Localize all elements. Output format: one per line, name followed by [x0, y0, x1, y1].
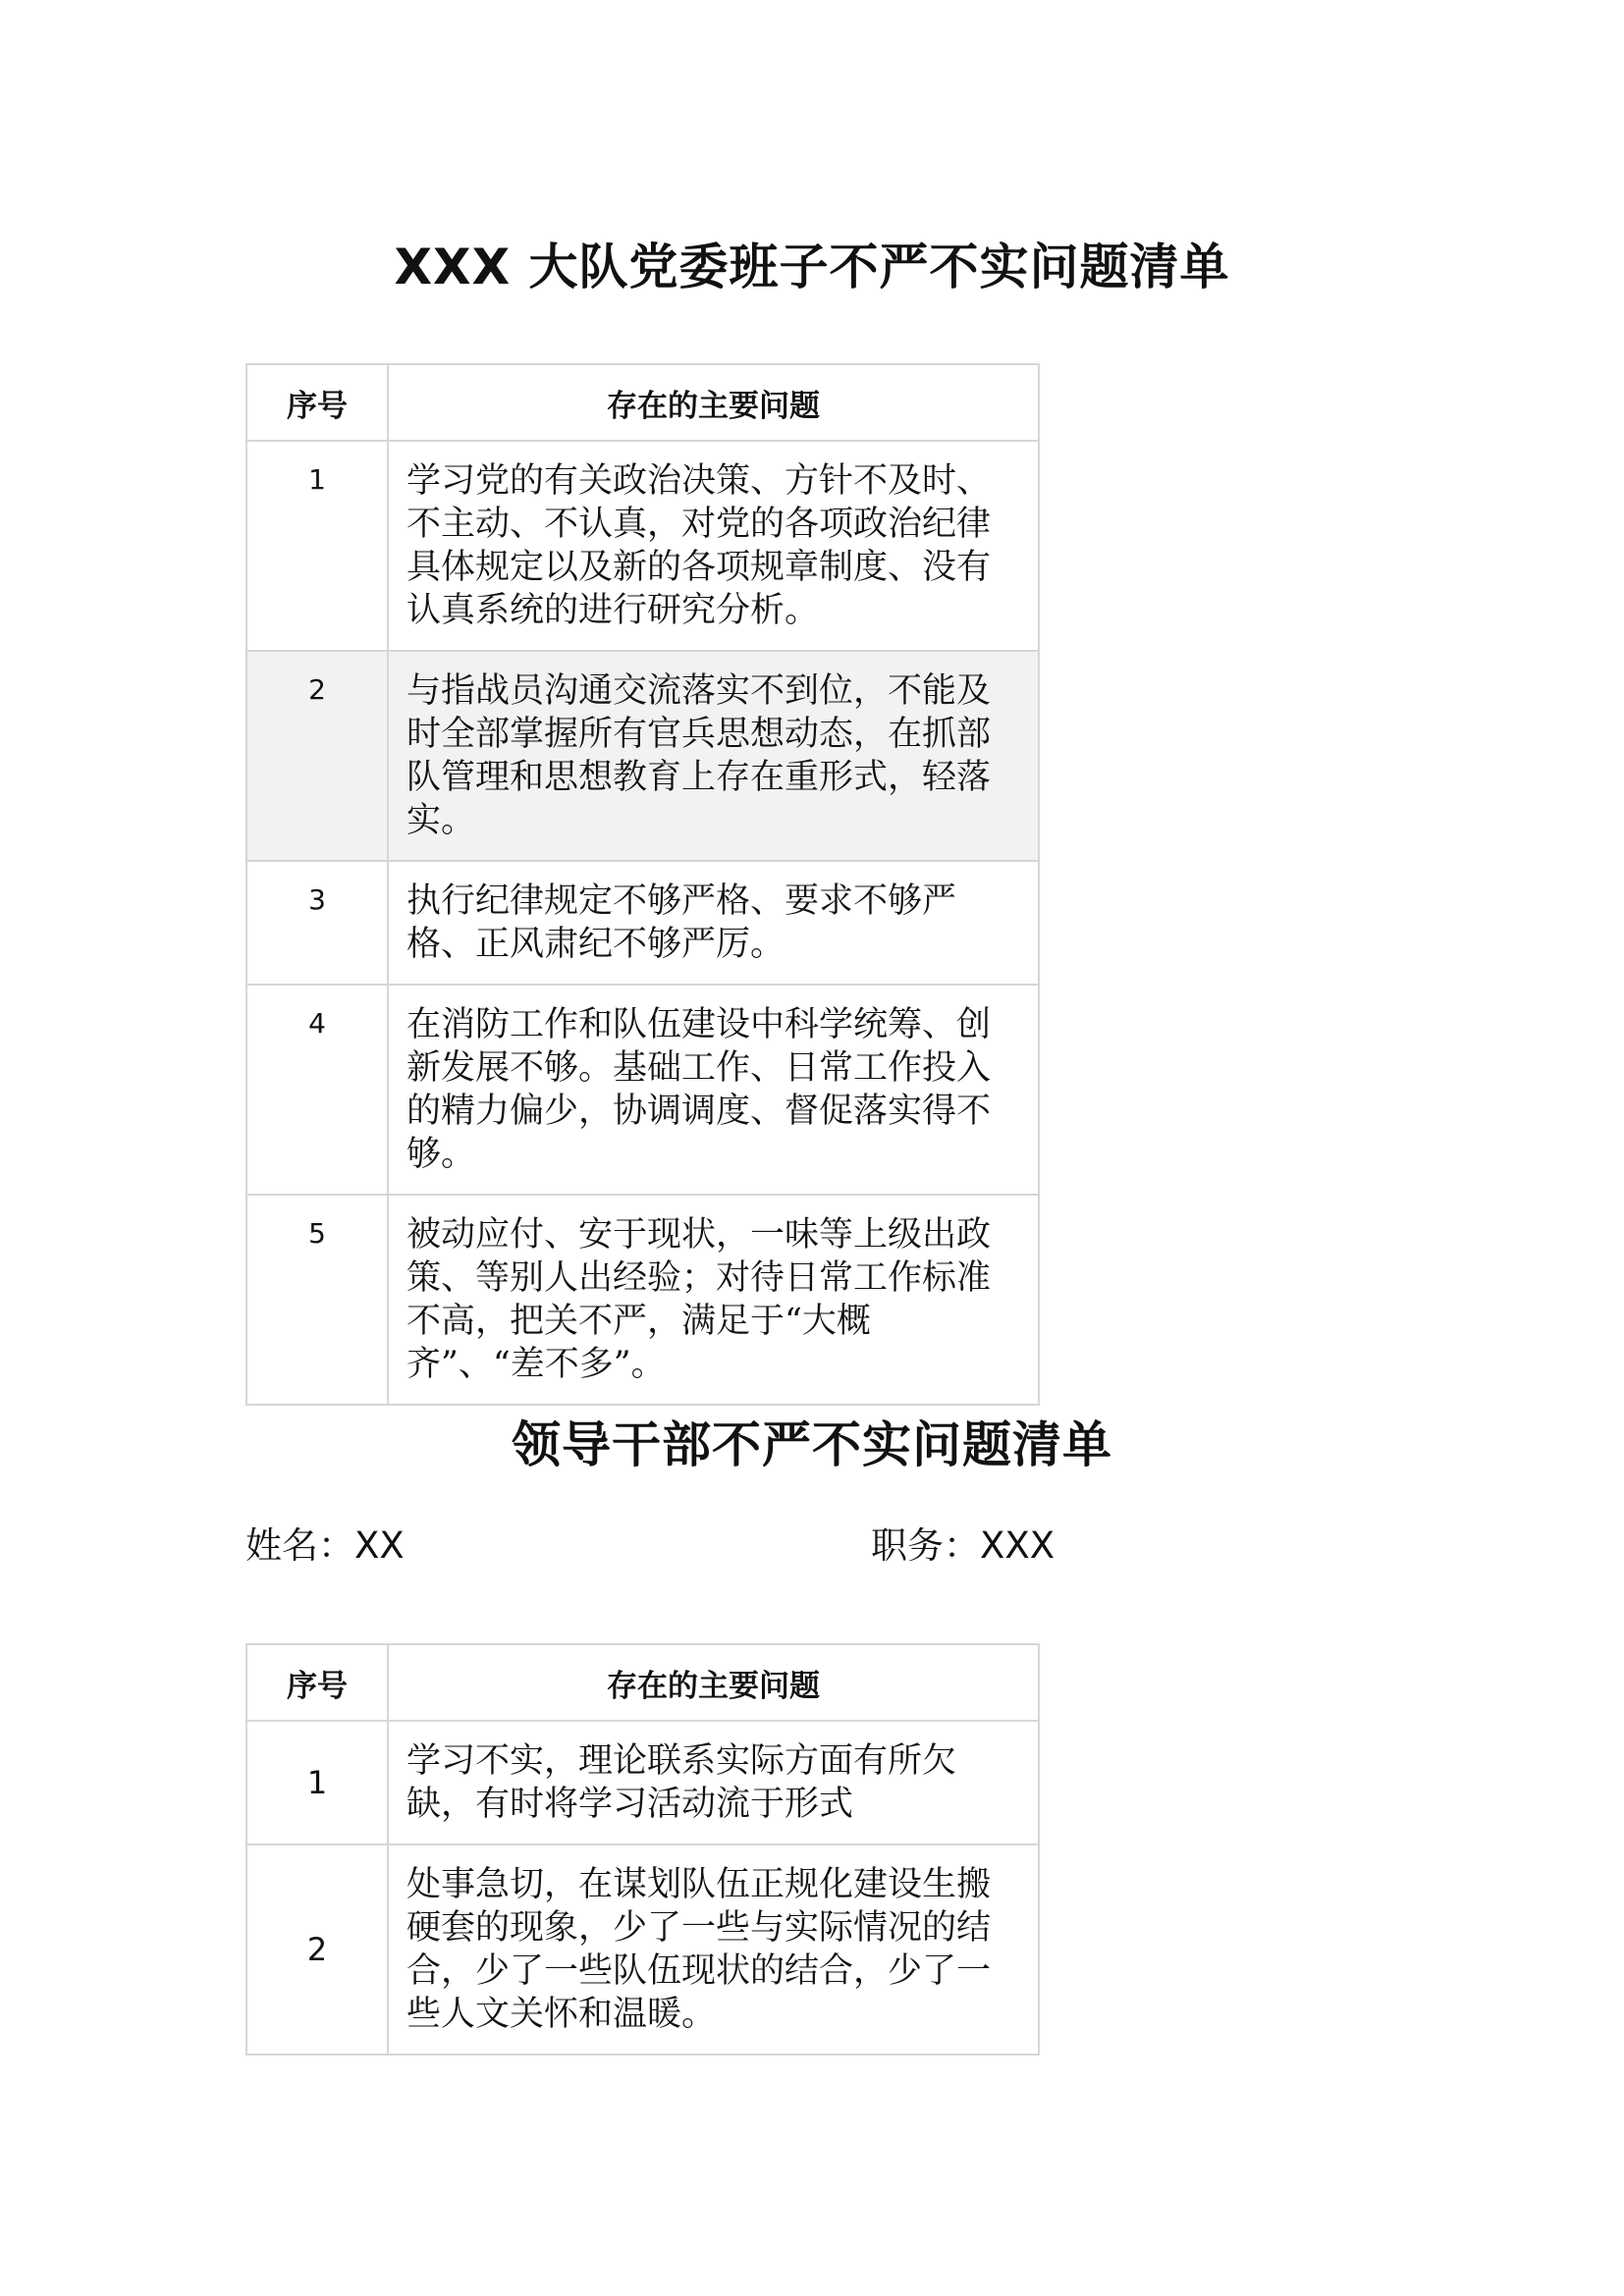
- table-row: [246, 861, 1039, 985]
- table-row: [246, 1844, 1039, 2055]
- table-row: [246, 985, 1039, 1195]
- row-number: 5: [246, 1195, 388, 1405]
- column-header-issue: 存在的主要问题: [388, 1644, 1039, 1721]
- row-issue-text: 学习不实，理论联系实际方面有所欠缺，有时将学习活动流于形式: [388, 1721, 1039, 1844]
- row-issue-text: 被动应付、安于现状，一味等上级出政策、等别人出经验；对待日常工作标准不高，把关不严，满足于“大概齐”、“差不多”。: [388, 1195, 1039, 1405]
- row-issue-text: 学习党的有关政治决策、方针不及时、不主动、不认真，对党的各项政治纪律具体规定以及新的各项规章制度、没有认真系统的进行研究分析。: [388, 441, 1039, 651]
- row-number: 3: [246, 861, 388, 985]
- row-number: 1: [246, 441, 388, 651]
- column-header-number: 序号: [246, 1644, 388, 1721]
- row-issue-text: 在消防工作和队伍建设中科学统筹、创新发展不够。基础工作、日常工作投入的精力偏少，协调调度、督促落实得不够。: [388, 985, 1039, 1195]
- row-number: 2: [246, 651, 388, 861]
- row-number: 2: [246, 1844, 388, 2055]
- table-header-row: [246, 1644, 1039, 1721]
- table-row: [246, 651, 1039, 861]
- row-issue-text: 处事急切，在谋划队伍正规化建设生搬硬套的现象，少了一些与实际情况的结合，少了一些队伍现状的结合，少了一些人文关怀和温暖。: [388, 1844, 1039, 2055]
- name-field: 姓名：XX: [245, 1524, 405, 1567]
- row-issue-text: 执行纪律规定不够严格、要求不够严格、正风肃纪不够严厉。: [388, 861, 1039, 985]
- column-header-number: 序号: [246, 364, 388, 441]
- issues-table-leader: [245, 1643, 1040, 2056]
- position-field: 职务：XXX: [871, 1524, 1056, 1567]
- row-number: 1: [246, 1721, 388, 1844]
- section-title: 领导干部不严不实问题清单: [512, 1416, 1112, 1473]
- row-issue-text: 与指战员沟通交流落实不到位，不能及时全部掌握所有官兵思想动态，在抓部队管理和思想教育上存在重形式，轻落实。: [388, 651, 1039, 861]
- row-number: 4: [246, 985, 388, 1195]
- page-title: XXX 大队党委班子不严不实问题清单: [394, 239, 1230, 295]
- issues-table-committee: [245, 363, 1040, 1406]
- table-row: [246, 441, 1039, 651]
- column-header-issue: 存在的主要问题: [388, 364, 1039, 441]
- table-row: [246, 1195, 1039, 1405]
- table-header-row: [246, 364, 1039, 441]
- table-row: [246, 1721, 1039, 1844]
